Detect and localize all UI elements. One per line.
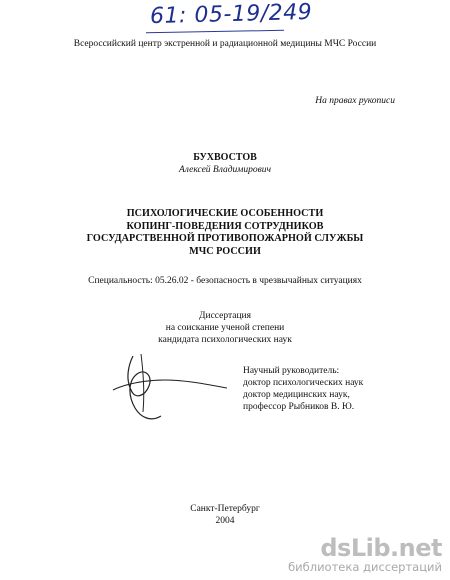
degree-line: кандидата психологических наук [158,335,292,345]
title-line: ГОСУДАРСТВЕННОЙ ПРОТИВОПОЖАРНОЙ СЛУЖБЫ [86,233,364,244]
year: 2004 [215,516,235,526]
author-surname: БУХВОСТОВ [193,152,257,163]
stamp-underline [146,30,284,33]
dissertation-degree [0,310,450,346]
degree-line: Диссертация [199,311,251,321]
dslib-logo: dsLib.net [320,534,442,562]
author-full-name: Алексей Владимирович [179,165,271,175]
archive-stamp: 61: 05-19/249 [149,0,313,30]
title-line: КОПИНГ-ПОВЕДЕНИЯ СОТРУДНИКОВ [126,220,324,232]
dissertation-title [0,208,450,258]
place-and-year [0,503,450,527]
dslib-subtitle: библиотека диссертаций [288,560,442,574]
rights-note: На правах рукописи [315,96,395,106]
dslib-watermark [288,534,442,574]
handwritten-signature [105,350,235,430]
specialty-line: Специальность: 05.26.02 - безопасность в чрезвычайных ситуациях [88,276,362,286]
supervisor-line: доктор медицинских наук, [243,390,350,400]
supervisor-line: Научный руководитель: [243,366,340,376]
supervisor-line: доктор психологических наук [243,378,364,388]
title-line: МЧС РОССИИ [189,245,261,257]
scientific-supervisor [243,365,363,413]
title-line: ПСИХОЛОГИЧЕСКИЕ ОСОБЕННОСТИ [126,208,324,219]
supervisor-line: профессор Рыбников В. Ю. [243,402,355,412]
city: Санкт-Петербург [190,504,260,514]
organization-header: Всероссийский центр экстренной и радиационной медицины МЧС России [73,39,377,49]
degree-line: на соискание ученой степени [165,323,285,333]
